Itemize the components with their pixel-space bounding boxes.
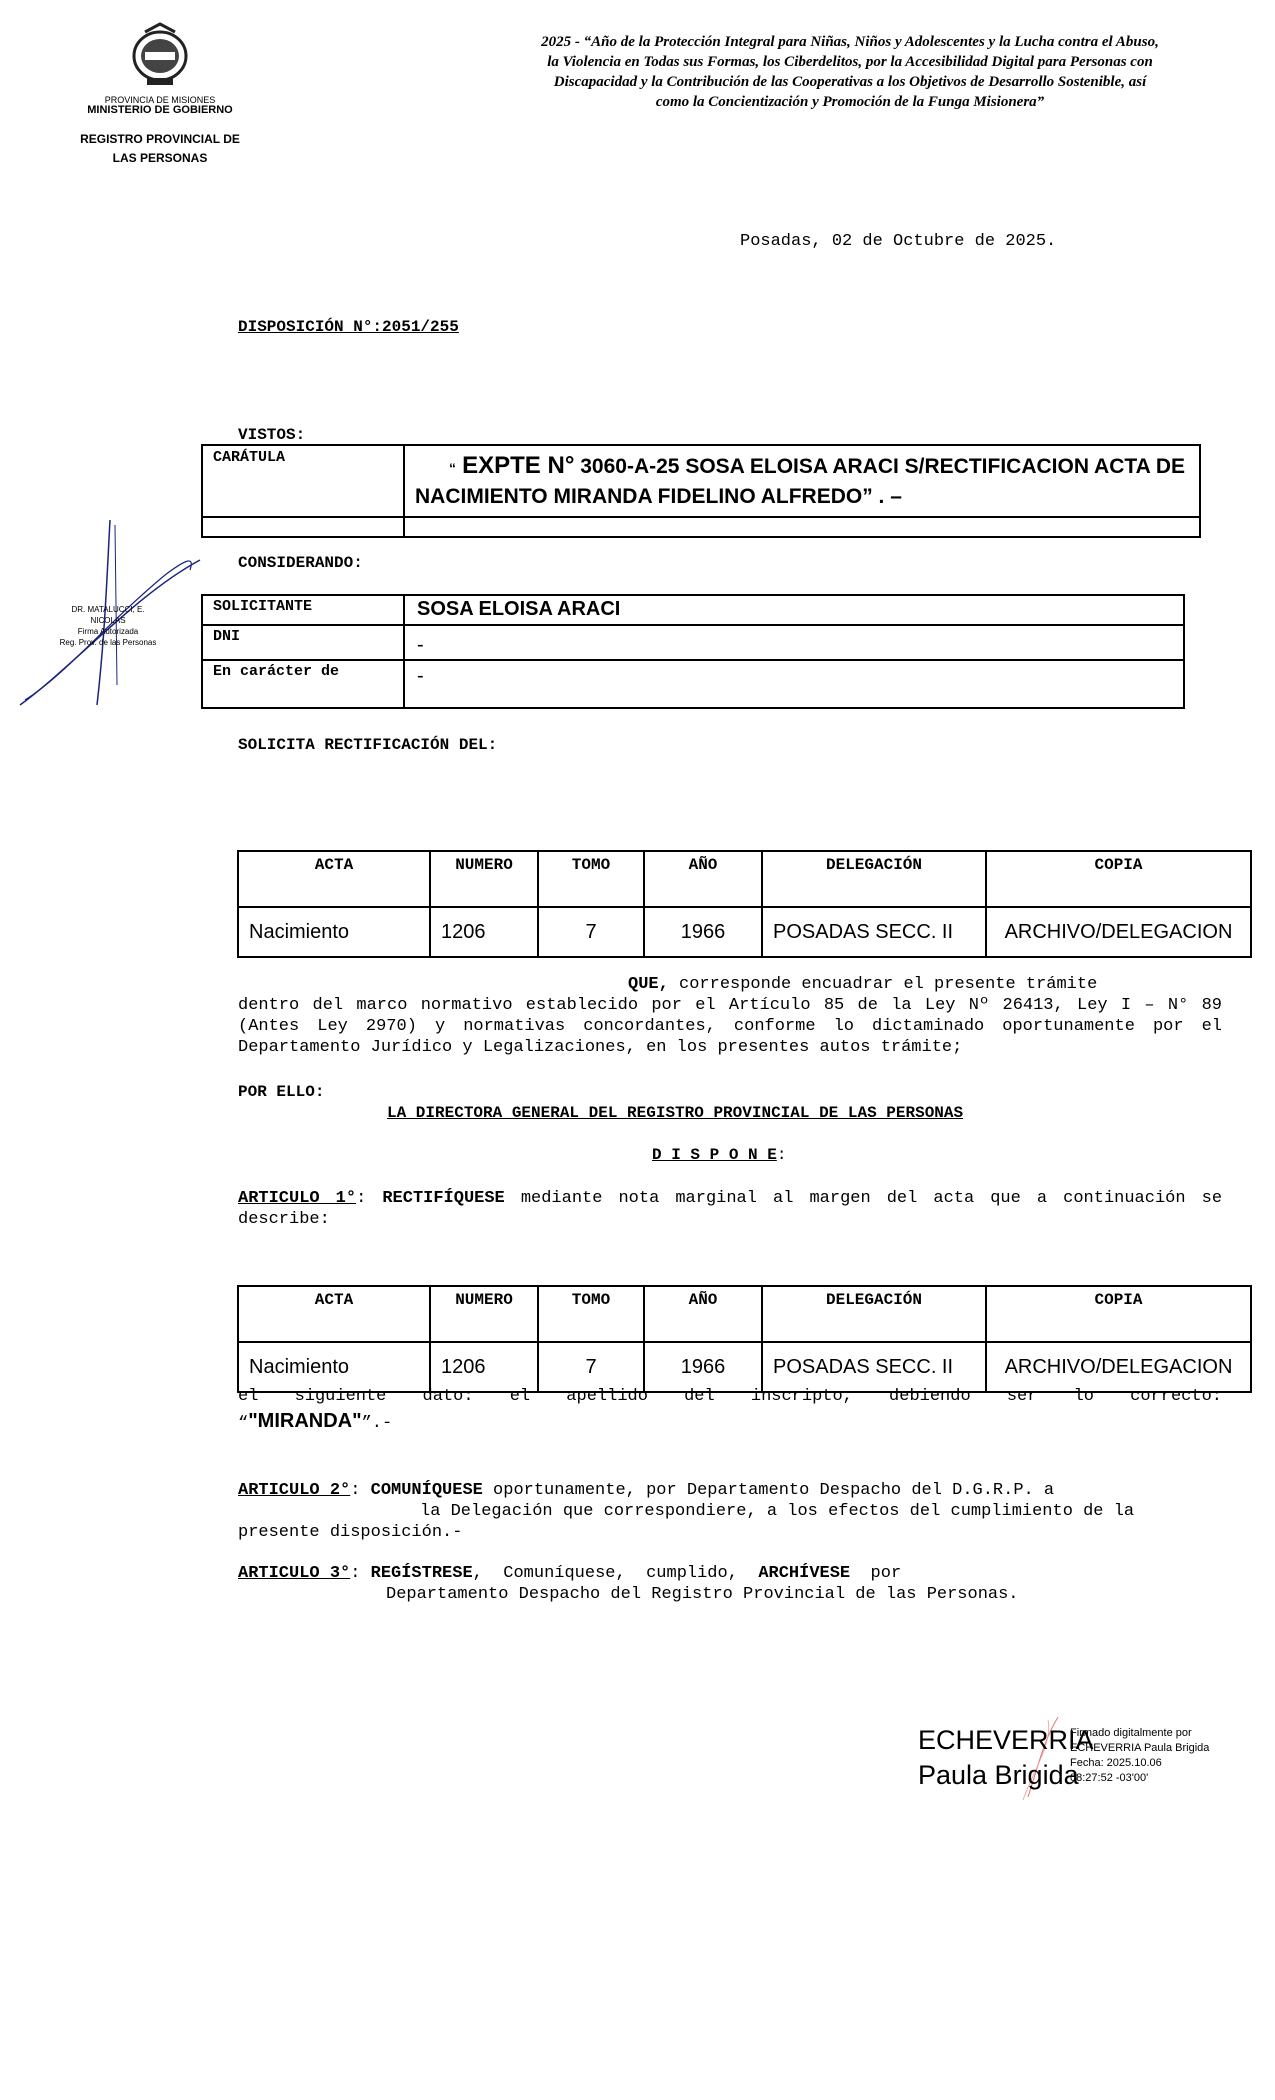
header-acta: ACTA: [238, 1286, 430, 1342]
table-row: [238, 1342, 1251, 1392]
correct-close: ”.-: [361, 1414, 393, 1433]
signatory-role: Firma Autorizada: [77, 627, 139, 636]
directora-heading: LA DIRECTORA GENERAL DEL REGISTRO PROVINCIAL DE LAS PERSONAS: [387, 1104, 964, 1122]
que-line1: corresponde encuadrar el presente trámite: [668, 975, 1098, 994]
solicitante-key: SOLICITANTE: [202, 595, 404, 625]
dispone-heading: [652, 1146, 786, 1164]
cell-numero: 1206: [430, 1342, 538, 1392]
stamp-line4: 08:27:52 -03'00': [1070, 1772, 1149, 1784]
caracter-value: -: [404, 660, 1184, 708]
acta-table-rectify: [237, 1285, 1252, 1393]
header-numero: NUMERO: [430, 1286, 538, 1342]
articulo-1-after-line: el siguiente dato: el apellido del inscripto, debiendo ser lo correcto:: [238, 1387, 1222, 1406]
cell-copia: ARCHIVO/DELEGACION: [986, 907, 1251, 957]
dispone-colon: :: [776, 1146, 787, 1164]
ministry-name: MINISTERIO DE GOBIERNO: [87, 104, 233, 116]
signatory-name: DR. MATALUCCI, E. NICOLAS: [71, 605, 145, 625]
caratula-key: CARÁTULA: [202, 445, 404, 517]
vistos-label: VISTOS:: [238, 426, 306, 444]
header-tomo: TOMO: [538, 1286, 644, 1342]
dispone-word: D I S P O N E: [652, 1146, 777, 1164]
articulo-3-text3: Departamento Despacho del Registro Provincial de las Personas.: [386, 1585, 1019, 1604]
cell-delegacion: POSADAS SECC. II: [762, 907, 986, 957]
articulo-3: [238, 1563, 1222, 1605]
articulo-2: [238, 1480, 1222, 1543]
que-first-line: [238, 974, 1222, 995]
province-name: PROVINCIA DE MISIONES: [104, 95, 216, 105]
digital-signer-name-line2: Paula Brigida: [918, 1760, 1079, 1790]
articulo-1-label: ARTICULO 1°: [238, 1189, 357, 1208]
articulo-3-colon: :: [350, 1564, 361, 1583]
header-copia: COPIA: [986, 851, 1251, 907]
articulo-3-verb2: ARCHÍVESE: [758, 1564, 851, 1583]
articulo-2-text1: oportunamente, por Departamento Despacho del D.G.R.P. a: [482, 1481, 1055, 1500]
year-motto: 2025 - “Año de la Protección Integral para Niñas, Niños y Adolescentes y la Lucha contra el Abuso, la Violencia en Todas sus Formas, los Ciberdelitos, por la Accesibilidad Digital para Personas con Discapacidad y la Contribución de las Cooperativas a los Objetivos de Desarrollo Sostenible, así como la Concientización y Promoción de la Funga Misionera”: [541, 34, 1159, 110]
cell-copia: ARCHIVO/DELEGACION: [986, 1342, 1251, 1392]
cell-numero: 1206: [430, 907, 538, 957]
cell-anio: 1966: [644, 907, 762, 957]
articulo-2-colon: :: [350, 1481, 361, 1500]
articulo-2-verb: COMUNÍQUESE: [370, 1481, 483, 1500]
header-delegacion: DELEGACIÓN: [762, 851, 986, 907]
header-anio: AÑO: [644, 851, 762, 907]
que-lead: QUE,: [628, 975, 669, 994]
table-row: [238, 907, 1251, 957]
caratula-empty-value: [404, 517, 1200, 537]
que-paragraph: [238, 974, 1222, 1058]
articulo-3-verb1: REGÍSTRESE: [370, 1564, 473, 1583]
articulo-2-text2: la Delegación que correspondiere, a los efectos del cumplimiento de la: [420, 1502, 1135, 1521]
stamp-line2: ECHEVERRIA Paula Brigida: [1070, 1742, 1210, 1754]
dni-key: DNI: [202, 625, 404, 660]
acta-table-header: [238, 851, 1251, 907]
articulo-2-label: ARTICULO 2°: [238, 1481, 351, 1500]
stamp-line1: Firmado digitalmente por: [1070, 1727, 1192, 1739]
acta-table-header: [238, 1286, 1251, 1342]
articulo-1-colon: :: [356, 1189, 367, 1208]
cell-acta: Nacimiento: [238, 1342, 430, 1392]
digital-signer-name-line1: ECHEVERRIA: [918, 1725, 1094, 1755]
header-copia: COPIA: [986, 1286, 1251, 1342]
ministry-logo-block: [60, 22, 260, 168]
place-date: Posadas, 02 de Octubre de 2025.: [740, 232, 1057, 251]
considerando-label: CONSIDERANDO:: [238, 554, 363, 572]
articulo-3-label: ARTICULO 3°: [238, 1564, 351, 1583]
header-acta: ACTA: [238, 851, 430, 907]
caratula-empty-key: [202, 517, 404, 537]
cell-tomo: 7: [538, 1342, 644, 1392]
articulo-2-line1: [238, 1480, 1222, 1501]
articulo-1-text: mediante nota marginal al margen del acta que a continuación se describe:: [238, 1189, 1223, 1229]
cell-delegacion: POSADAS SECC. II: [762, 1342, 986, 1392]
articulo-2-text3: presente disposición.-: [238, 1523, 463, 1542]
header-delegacion: DELEGACIÓN: [762, 1286, 986, 1342]
disposition-number: DISPOSICIÓN N°:2051/255: [238, 318, 459, 336]
caratula-table: [201, 444, 1201, 538]
header-numero: NUMERO: [430, 851, 538, 907]
digital-signature-stamp: [1070, 1726, 1250, 1786]
cell-anio: 1966: [644, 1342, 762, 1392]
acta-table-request: [237, 850, 1252, 958]
cell-acta: Nacimiento: [238, 907, 430, 957]
por-ello-label: POR ELLO:: [238, 1083, 325, 1101]
header-tomo: TOMO: [538, 851, 644, 907]
dni-value: -: [404, 625, 1184, 660]
articulo-3-text1: , Comuníquese, cumplido,: [472, 1564, 759, 1583]
articulo-1: [238, 1188, 1222, 1230]
registry-name-line2: LAS PERSONAS: [112, 151, 208, 165]
caratula-text: 3060-A-25 SOSA ELOISA ARACI S/RECTIFICACION ACTA DE NACIMIENTO MIRANDA FIDELINO ALFREDO” . –: [415, 455, 1186, 508]
caratula-open-quote: “: [449, 460, 456, 476]
solicitante-table: [201, 594, 1185, 709]
cell-tomo: 7: [538, 907, 644, 957]
province-seal-icon: [125, 22, 195, 88]
header-anio: AÑO: [644, 1286, 762, 1342]
que-body: dentro del marco normativo establecido por el Artículo 85 de la Ley Nº 26413, Ley I – N° 89 (Antes Ley 2970) y normativas concordantes, conforme lo dictaminado oportunamente por el Departamento Jurídico y Legalizaciones, en los presentes autos trámite;: [238, 996, 1222, 1057]
authorized-signatory: [58, 604, 158, 648]
stamp-line3: Fecha: 2025.10.06: [1070, 1757, 1162, 1769]
registry-name-line1: REGISTRO PROVINCIAL DE: [80, 132, 240, 146]
correct-value: "MIRANDA": [248, 1410, 362, 1432]
articulo-1-verb: RECTIFÍQUESE: [382, 1189, 505, 1208]
correct-open-quote: “: [238, 1414, 249, 1433]
caracter-key: En carácter de: [202, 660, 404, 708]
caratula-value: [404, 445, 1200, 517]
articulo-1-correct: [238, 1410, 392, 1433]
articulo-3-line1: [238, 1563, 1222, 1584]
solicita-label: SOLICITA RECTIFICACIÓN DEL:: [238, 736, 498, 754]
articulo-3-text2: por: [850, 1564, 902, 1583]
caratula-expte: EXPTE N°: [462, 452, 575, 479]
registry-name: [60, 130, 260, 168]
signatory-office: Reg. Prov. de las Personas: [59, 638, 157, 647]
solicitante-value: SOSA ELOISA ARACI: [404, 595, 1184, 625]
